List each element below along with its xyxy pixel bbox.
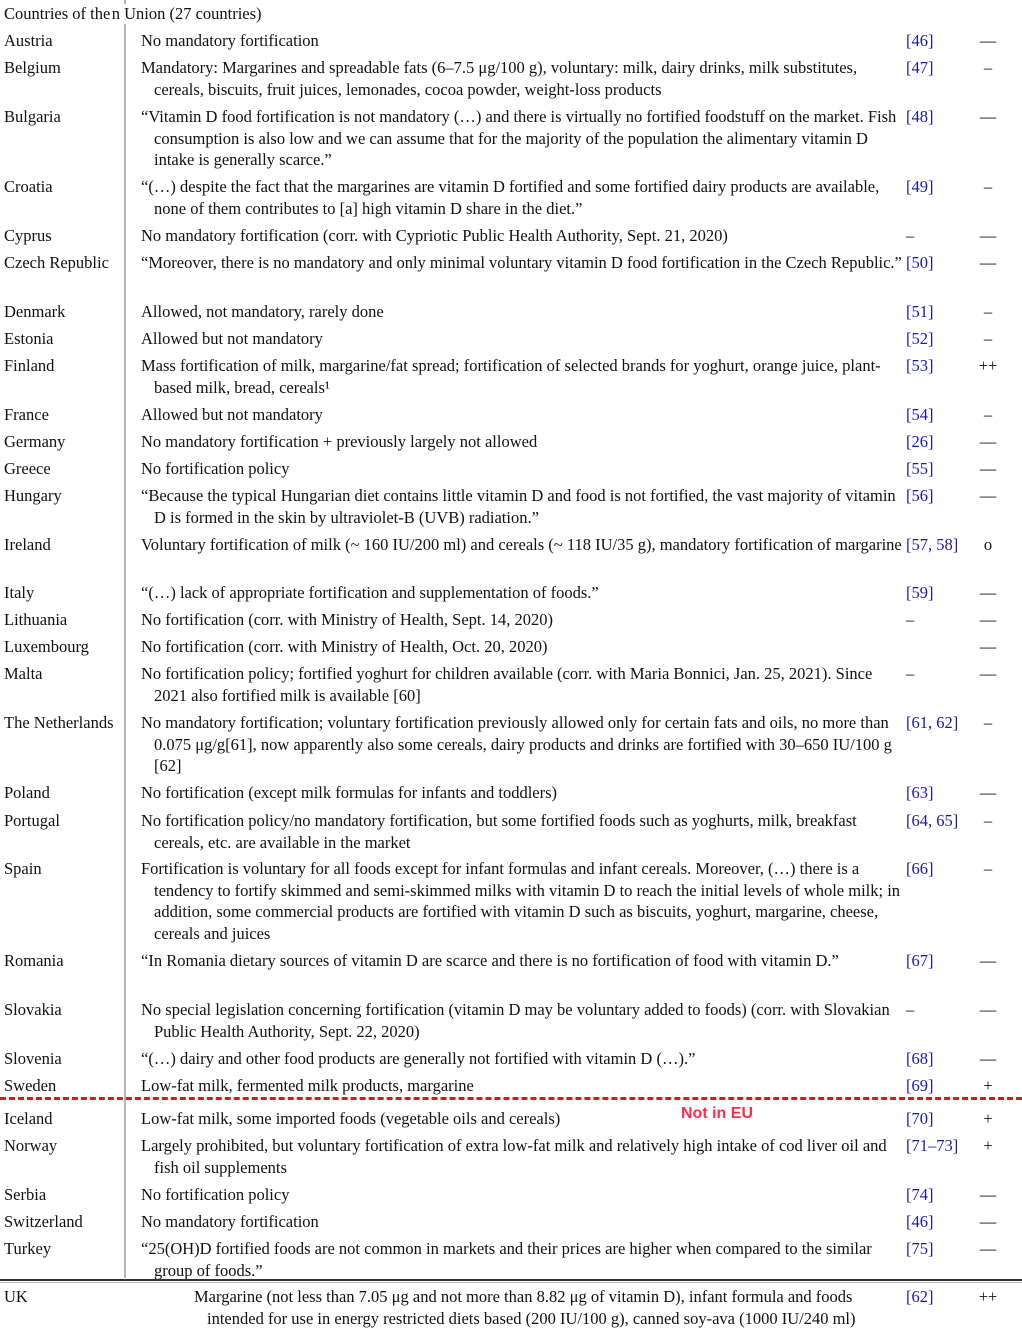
fortification-description: Allowed, not mandatory, rarely done xyxy=(141,302,384,321)
fortification-rating: ++ xyxy=(978,1287,998,1306)
fortification-description: “In Romania dietary sources of vitamin D are scarce and there is no fortification of food with vitamin D.” xyxy=(141,951,839,970)
country-name: Iceland xyxy=(4,1109,53,1128)
country-name: Spain xyxy=(4,859,42,878)
country-name: Finland xyxy=(4,356,55,375)
fortification-rating: – xyxy=(983,713,993,732)
fortification-rating: – xyxy=(983,329,993,348)
fortification-rating: — xyxy=(979,783,997,802)
fortification-rating: – xyxy=(983,58,993,77)
fortification-rating: — xyxy=(979,253,997,272)
fortification-rating: — xyxy=(979,951,997,970)
fortification-rating: — xyxy=(979,226,997,245)
column-divider xyxy=(124,0,126,1278)
country-name: Romania xyxy=(4,951,64,970)
fortification-description: No fortification policy xyxy=(141,1185,290,1204)
fortification-description: No fortification (corr. with Ministry of Health, Oct. 20, 2020) xyxy=(141,637,548,656)
reference-link[interactable]: [61, 62] xyxy=(906,713,959,732)
fortification-description: No special legislation concerning fortification (vitamin D may be voluntary added to foods) (corr. with Slovakian Public Health Authority, Sept. 22, 2020) xyxy=(141,1000,890,1041)
country-name: Lithuania xyxy=(4,610,68,629)
reference-link[interactable]: [75] xyxy=(906,1239,934,1258)
reference-link[interactable]: [51] xyxy=(906,302,934,321)
country-name: Luxembourg xyxy=(4,637,89,656)
country-name: The Netherlands xyxy=(4,713,114,732)
fortification-description: “Moreover, there is no mandatory and only minimal voluntary vitamin D food fortification in the Czech Republic.” xyxy=(141,253,902,272)
country-name: Slovakia xyxy=(4,1000,62,1019)
uk-separator xyxy=(0,1279,1022,1281)
fortification-rating: – xyxy=(983,405,993,424)
country-name: Czech Republic xyxy=(4,253,109,272)
fortification-rating: + xyxy=(983,1109,993,1128)
reference-link[interactable]: [53] xyxy=(906,356,934,375)
country-name: Cyprus xyxy=(4,226,52,245)
fortification-rating: — xyxy=(979,637,997,656)
reference-link[interactable]: [49] xyxy=(906,177,934,196)
fortification-rating: — xyxy=(979,1185,997,1204)
fortification-rating: — xyxy=(979,610,997,629)
reference-link[interactable]: [56] xyxy=(906,486,934,505)
country-name: Malta xyxy=(4,664,43,683)
reference-link[interactable]: [70] xyxy=(906,1109,934,1128)
fortification-rating: – xyxy=(983,302,993,321)
country-name: Turkey xyxy=(4,1239,52,1258)
fortification-rating: — xyxy=(979,459,997,478)
fortification-rating: — xyxy=(979,1049,997,1068)
fortification-rating: ++ xyxy=(978,356,998,375)
fortification-description: Mandatory: Margarines and spreadable fats (6–7.5 μg/100 g), voluntary: milk, dairy drinks, milk substitutes, cereals, biscuits, fruit juices, lemonades, cocoa powder, weight-loss products xyxy=(141,58,858,99)
country-name: Bulgaria xyxy=(4,107,61,126)
fortification-description: Allowed but not mandatory xyxy=(141,329,323,348)
fortification-rating: — xyxy=(979,107,997,126)
fortification-description: No fortification (corr. with Ministry of Health, Sept. 14, 2020) xyxy=(141,610,553,629)
reference-link[interactable]: [62] xyxy=(906,1287,934,1306)
fortification-description: “Vitamin D food fortification is not mandatory (…) and there is virtually no fortified foodstuff on the market. Fish consumption is also low and we can assume that for the majority of the population the alimentary vitamin D intake is generally scarce.” xyxy=(141,107,897,169)
fortification-description: Low-fat milk, fermented milk products, margarine xyxy=(141,1076,474,1095)
fortification-description: No mandatory fortification xyxy=(141,1212,319,1231)
fortification-rating: + xyxy=(983,1136,993,1155)
country-name: Ireland xyxy=(4,535,51,554)
fortification-rating: — xyxy=(979,486,997,505)
fortification-description: Mass fortification of milk, margarine/fat spread; fortification of selected brands for yoghurt, orange juice, plant-based milk, bread, cereals¹ xyxy=(141,356,881,397)
reference-link[interactable]: [26] xyxy=(906,432,934,451)
fortification-rating: + xyxy=(983,1076,993,1095)
reference-link[interactable]: [64, 65] xyxy=(906,811,959,830)
reference-link[interactable]: [55] xyxy=(906,459,934,478)
reference-link[interactable]: [69] xyxy=(906,1076,934,1095)
fortification-description: No mandatory fortification (corr. with Cypriotic Public Health Authority, Sept. 21, 2020) xyxy=(141,226,728,245)
country-name: Belgium xyxy=(4,58,61,77)
reference-link[interactable]: [71–73] xyxy=(906,1136,959,1155)
reference-link[interactable]: [46] xyxy=(906,1212,934,1231)
fortification-rating: — xyxy=(979,1239,997,1258)
reference-link[interactable]: [66] xyxy=(906,859,934,878)
uk-separator-shadow xyxy=(0,1282,1022,1283)
fortification-description: No mandatory fortification; voluntary fortification previously allowed only for certain fats and oils, no more than 0.075 μg/g[61], now apparently also some cereals, dairy products and drinks are fortified with 30–650 IU/100 g [62] xyxy=(141,713,892,775)
country-name: Germany xyxy=(4,432,66,451)
reference-link[interactable]: [57, 58] xyxy=(906,535,959,554)
reference-link[interactable]: [50] xyxy=(906,253,934,272)
reference-none: – xyxy=(906,664,915,683)
fortification-description: Largely prohibited, but voluntary fortification of extra low-fat milk and relatively high intake of cod liver oil and fish oil supplements xyxy=(141,1136,887,1177)
fortification-description: Low-fat milk, some imported foods (vegetable oils and cereals) xyxy=(141,1109,561,1128)
reference-none: – xyxy=(906,226,915,245)
fortification-description: “25(OH)D fortified foods are not common in markets and their prices are higher when compared to the similar group of foods.” xyxy=(141,1239,872,1280)
country-name: Estonia xyxy=(4,329,54,348)
reference-link[interactable]: [52] xyxy=(906,329,934,348)
table-caption: Countries of the n Union (27 countries) xyxy=(4,4,265,24)
fortification-description: No fortification policy xyxy=(141,459,290,478)
reference-link[interactable]: [74] xyxy=(906,1185,934,1204)
fortification-rating: — xyxy=(979,1000,997,1019)
fortification-description: No fortification policy; fortified yoghurt for children available (corr. with Maria Bonnici, Jan. 25, 2021). Since 2021 also fortified milk is available [60] xyxy=(141,664,873,705)
fortification-description: Fortification is voluntary for all foods except for infant formulas and infant cereals. Moreover, (…) there is a tendency to fortify skimmed and semi-skimmed milks with vitamin D to reach the initial levels of whole milk; in addition, some commercial products are fortified with vitamin D such as biscuits, yoghurt, margarine, cheese, cereals and juices xyxy=(141,859,901,943)
reference-link[interactable]: [63] xyxy=(906,783,934,802)
country-name: UK xyxy=(4,1287,28,1306)
fortification-rating: — xyxy=(979,1212,997,1231)
fortification-rating: – xyxy=(983,859,993,878)
reference-none: – xyxy=(906,1000,915,1019)
country-name: Austria xyxy=(4,31,53,50)
country-name: Croatia xyxy=(4,177,53,196)
country-name: Denmark xyxy=(4,302,66,321)
fortification-description: “(…) lack of appropriate fortification and supplementation of foods.” xyxy=(141,583,599,602)
country-name: Hungary xyxy=(4,486,62,505)
fortification-description: Allowed but not mandatory xyxy=(141,405,323,424)
country-name: Portugal xyxy=(4,811,60,830)
reference-link[interactable]: [67] xyxy=(906,951,934,970)
fortification-rating: — xyxy=(979,432,997,451)
fortification-description: No mandatory fortification + previously largely not allowed xyxy=(141,432,538,451)
reference-link[interactable]: [48] xyxy=(906,107,934,126)
fortification-description: “(…) despite the fact that the margarines are vitamin D fortified and some fortified dairy products are available, none of them contributes to [a] high vitamin D share in the diet.” xyxy=(141,177,880,218)
fortification-description: No fortification (except milk formulas for infants and toddlers) xyxy=(141,783,558,802)
fortification-rating: — xyxy=(979,583,997,602)
fortification-rating: o xyxy=(983,535,993,554)
country-name: Italy xyxy=(4,583,35,602)
fortification-description: Margarine (not less than 7.05 μg and not more than 8.82 μg of vitamin D), infant formula and foods intended for use in energy restricted diets based (200 IU/100 g), canned soy-ava (1000 IU/240 ml) xyxy=(194,1287,856,1328)
reference-none: – xyxy=(906,610,915,629)
country-name: Norway xyxy=(4,1136,58,1155)
fortification-rating: – xyxy=(983,811,993,830)
fortification-description: No fortification policy/no mandatory fortification, but some fortified foods such as yoghurts, milk, breakfast cereals, etc. are available in the market xyxy=(141,811,857,852)
country-name: Slovenia xyxy=(4,1049,62,1068)
reference-link[interactable]: [59] xyxy=(906,583,934,602)
not-in-eu-annotation: Not in EU xyxy=(681,1105,753,1122)
fortification-description: Voluntary fortification of milk (~ 160 IU/200 ml) and cereals (~ 118 IU/35 g), mandatory fortification of margarine xyxy=(141,535,902,554)
fortification-rating: — xyxy=(979,664,997,683)
reference-link[interactable]: [68] xyxy=(906,1049,934,1068)
fortification-description: No mandatory fortification xyxy=(141,31,319,50)
reference-link[interactable]: [54] xyxy=(906,405,934,424)
country-name: Switzerland xyxy=(4,1212,83,1231)
country-name: Poland xyxy=(4,783,50,802)
fortification-rating: — xyxy=(979,31,997,50)
country-name: Greece xyxy=(4,459,51,478)
country-name: France xyxy=(4,405,49,424)
fortification-description: “(…) dairy and other food products are generally not fortified with vitamin D (…).” xyxy=(141,1049,696,1068)
reference-link[interactable]: [47] xyxy=(906,58,934,77)
country-name: Sweden xyxy=(4,1076,57,1095)
eu-divider-line xyxy=(0,1097,1022,1100)
uk-overlay-panel xyxy=(0,1284,1022,1328)
fortification-rating: – xyxy=(983,177,993,196)
country-name: Serbia xyxy=(4,1185,47,1204)
fortification-description: “Because the typical Hungarian diet contains little vitamin D and food is not fortified, the vast majority of vitamin D is formed in the skin by ultraviolet-B (UVB) radiation.” xyxy=(141,486,896,527)
reference-link[interactable]: [46] xyxy=(906,31,934,50)
